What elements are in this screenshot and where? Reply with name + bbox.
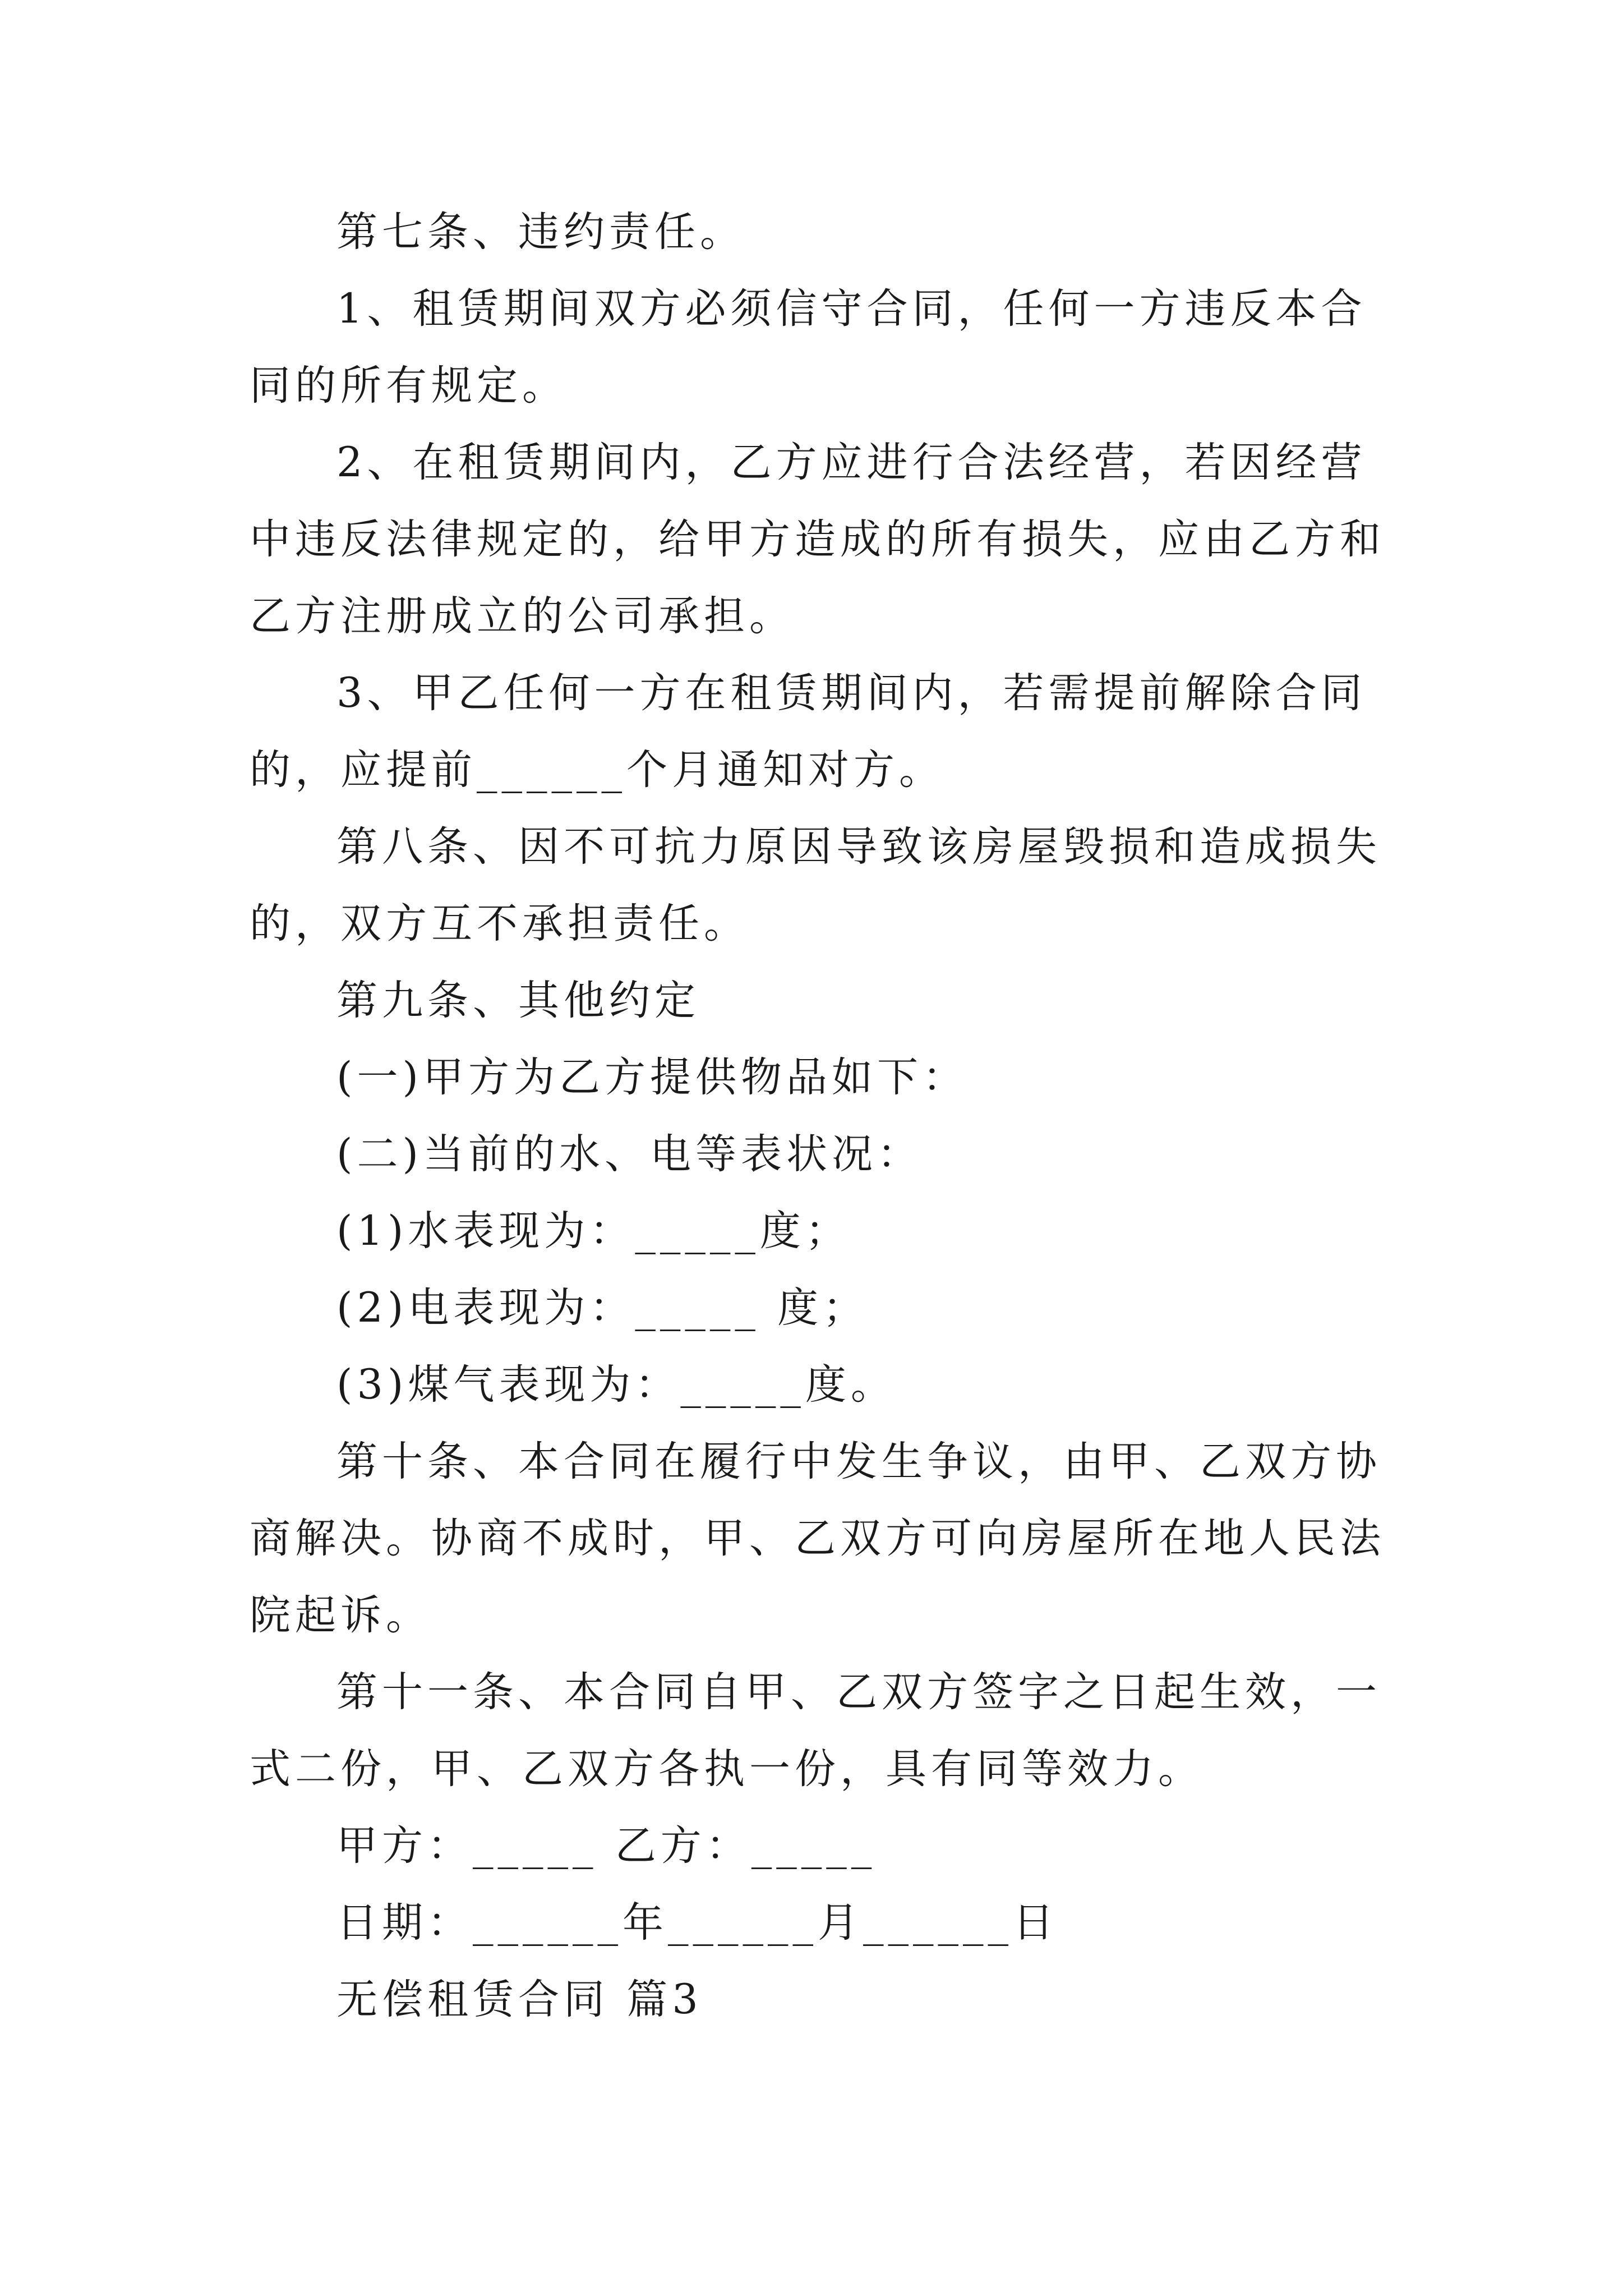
- section-title: 无偿租赁合同 篇3: [336, 1976, 703, 2023]
- electric-meter-reading: (2)电表现为：_____ 度；: [336, 1284, 869, 1332]
- water-meter-reading: (1)水表现为：_____度；: [336, 1207, 851, 1255]
- article-11: 第十一条、本合同自甲、乙双方签字之日起生效，一式二份，甲、乙双方各执一份，具有同等效力。: [250, 1668, 1381, 1793]
- date-line: 日期：______年______月______日: [336, 1899, 1058, 1947]
- gas-meter-reading: (3)煤气表现为：_____度。: [336, 1361, 896, 1409]
- article-9-item-2: (二)当前的水、电等表状况：: [336, 1130, 923, 1178]
- article-8: 第八条、因不可抗力原因导致该房屋毁损和造成损失的，双方互不承担责任。: [250, 823, 1381, 947]
- article-7-heading: 第七条、违约责任。: [336, 208, 745, 256]
- signature-line: 甲方：_____ 乙方：_____: [336, 1822, 877, 1870]
- article-9-item-1: (一)甲方为乙方提供物品如下：: [336, 1053, 968, 1101]
- article-10: 第十条、本合同在履行中发生争议，由甲、乙双方协商解决。协商不成时，甲、乙双方可向房屋所在地人民法院起诉。: [250, 1438, 1385, 1639]
- article-9-heading: 第九条、其他约定: [336, 977, 700, 1024]
- article-7-clause-1: 1、租赁期间双方必须信守合同，任何一方违反本合同的所有规定。: [250, 285, 1367, 409]
- article-7-clause-2: 2、在租赁期间内，乙方应进行合法经营，若因经营中违反法律规定的，给甲方造成的所有损失，应由乙方和乙方注册成立的公司承担。: [250, 439, 1385, 640]
- document-body: [250, 194, 1385, 2038]
- article-7-clause-3: 3、甲乙任何一方在租赁期间内，若需提前解除合同的，应提前______个月通知对方。: [250, 669, 1367, 794]
